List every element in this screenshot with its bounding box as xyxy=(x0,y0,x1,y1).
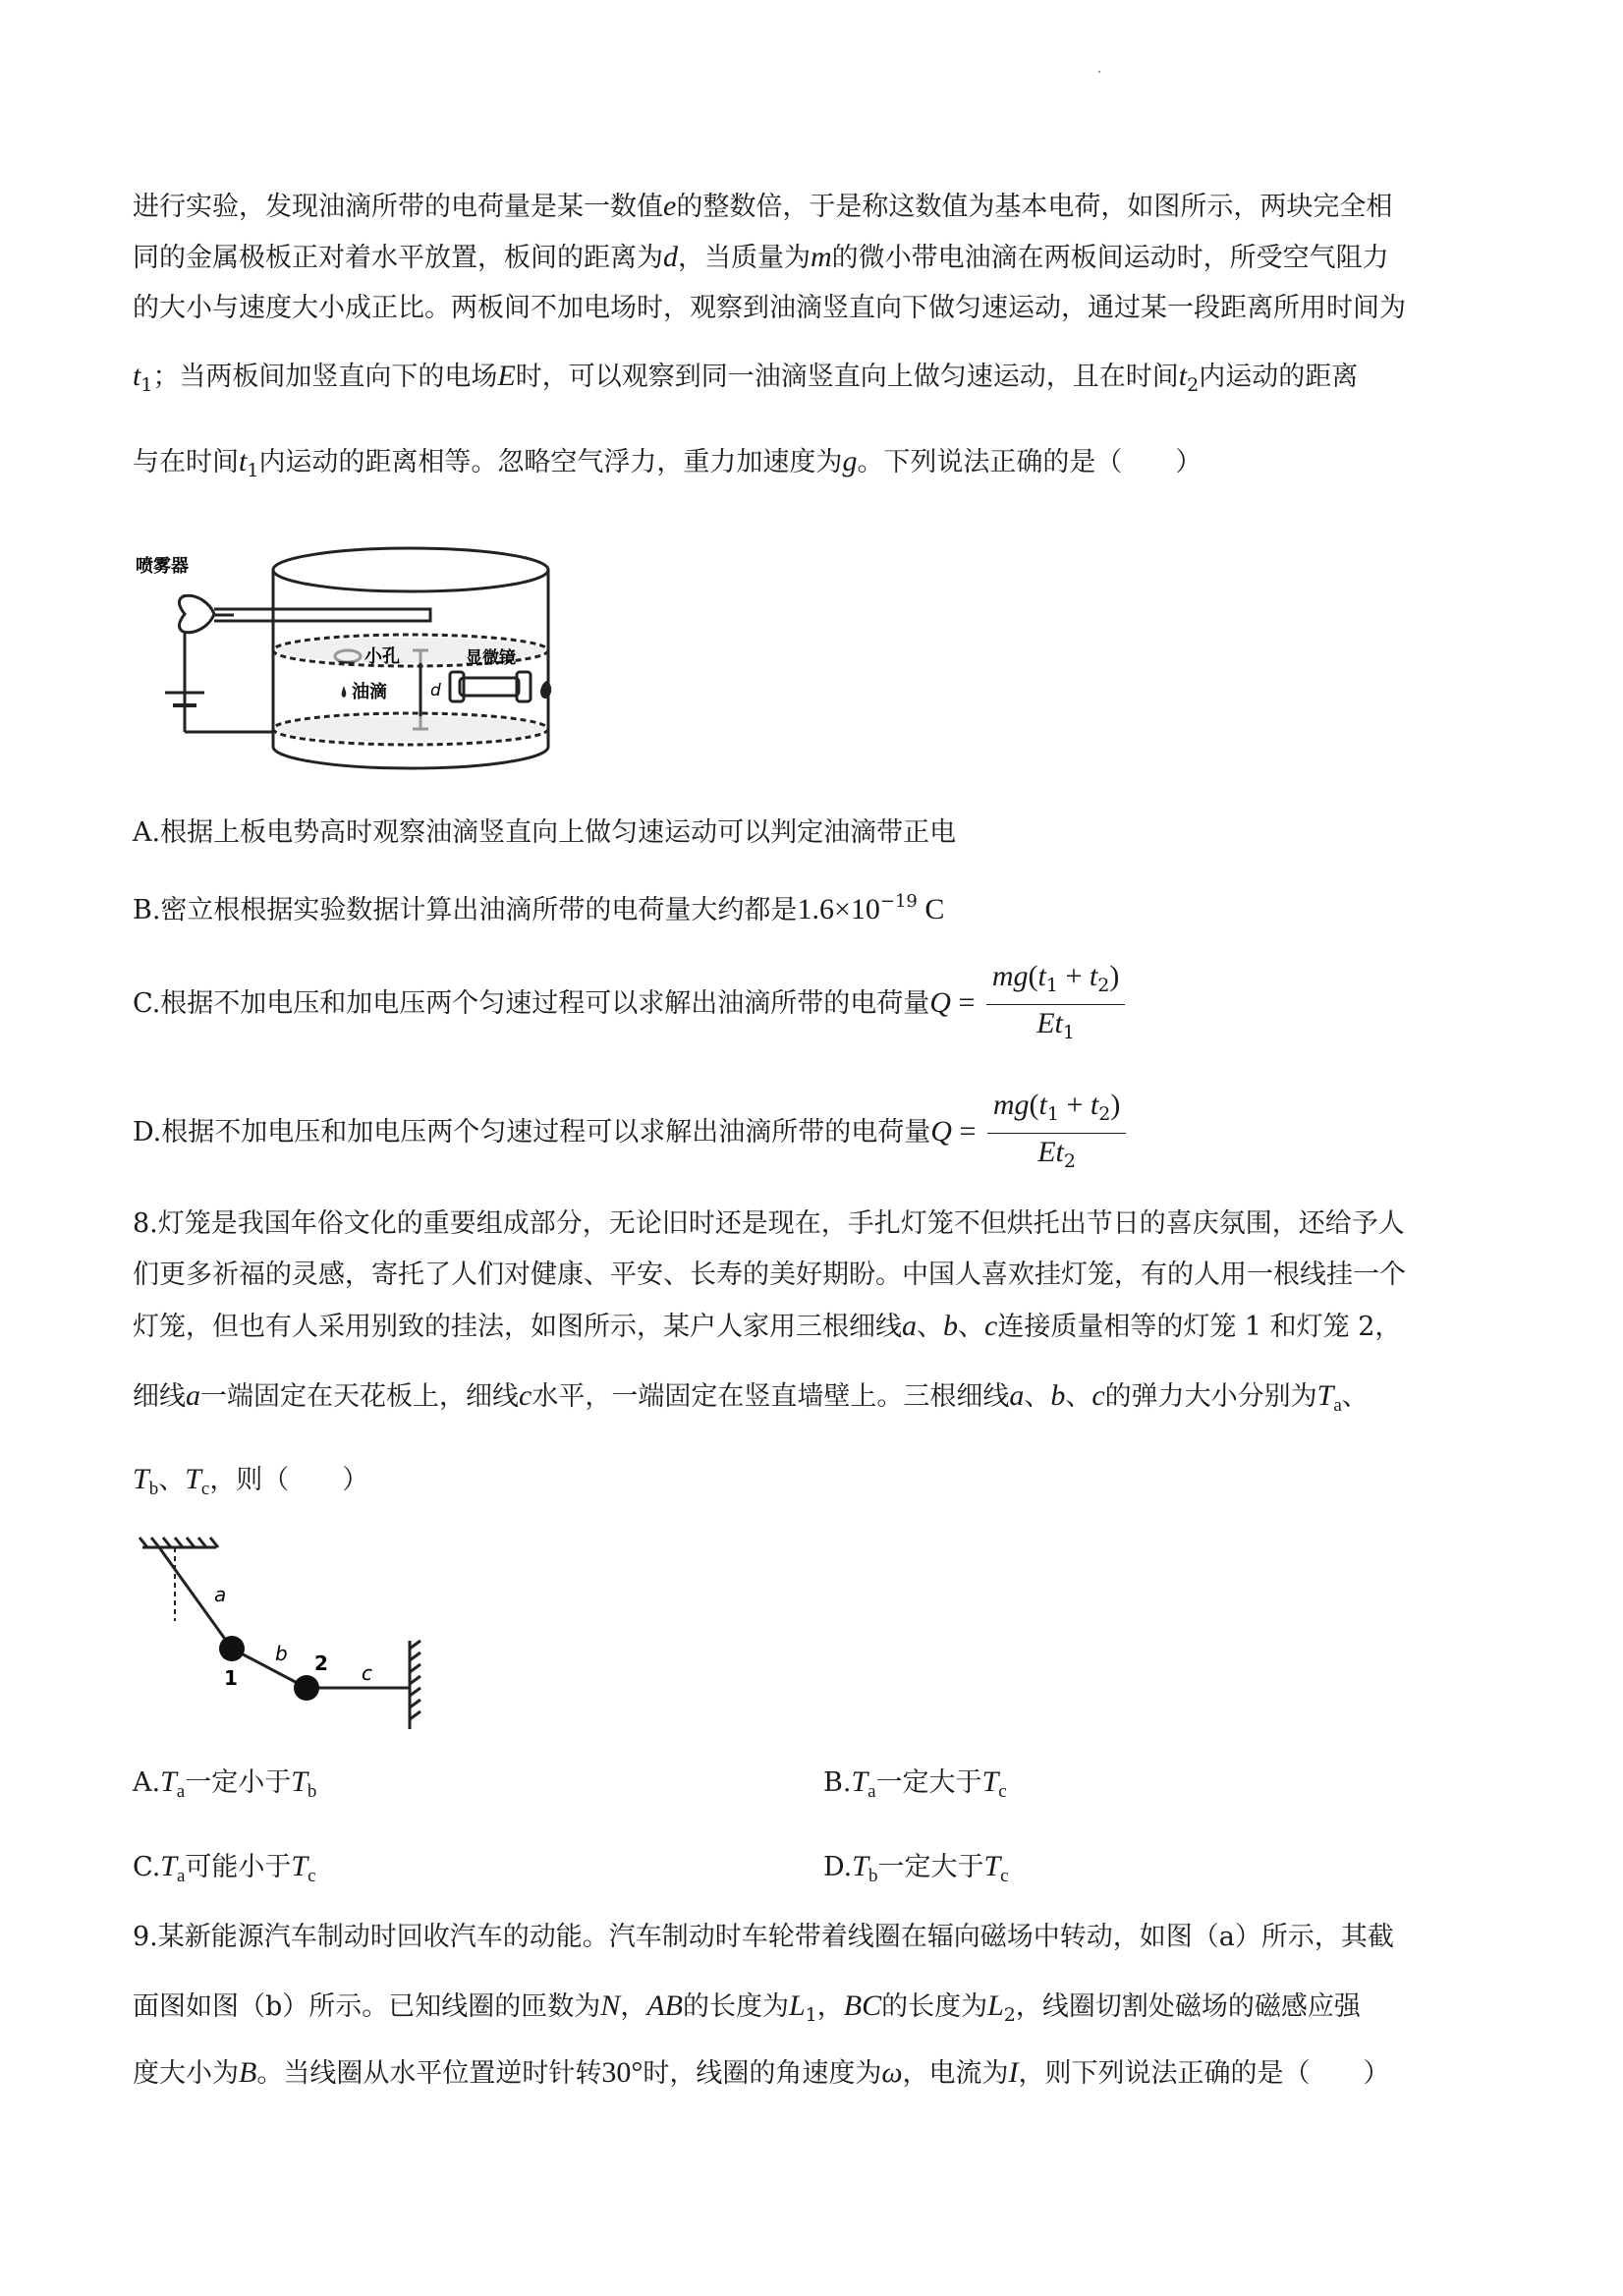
q7-line-2: 同的金属极板正对着水平放置，板间的距离为d，当质量为m的微小带电油滴在两板间运动时，所受空气阻力 xyxy=(133,241,1389,273)
label-microscope: 显微镜 xyxy=(466,648,516,668)
q8-line-2: 们更多祈福的灵感，寄托了人们对健康、平安、长寿的美好期盼。中国人喜欢挂灯笼，有的人用一根线挂一个 xyxy=(133,1260,1406,1290)
label-1: 1 xyxy=(224,1666,238,1690)
lantern-figure xyxy=(138,1533,432,1739)
q7-option-a[interactable]: A.根据上板电势高时观察油滴竖直向上做匀速运动可以判定油滴带正电 xyxy=(133,817,957,848)
q8-line-4: 细线a一端固定在天花板上，细线c水平，一端固定在竖直墙壁上。三根细线a、b、c的弹力大小分别为$T_a$、 xyxy=(133,1379,1369,1416)
label-sprayer: 喷雾器 xyxy=(136,556,189,577)
lantern-2 xyxy=(294,1675,319,1701)
var-e: e xyxy=(663,190,677,222)
lantern-1 xyxy=(219,1636,245,1661)
q8-option-c[interactable]: $C.T_a$可能小于$T_c$ xyxy=(133,1850,316,1886)
label-a: a xyxy=(214,1583,227,1606)
q9-line-2: 面图如图（b）所示。已知线圈的匝数为N，AB的长度为$L_1$，BC的长度为$L_2$，线圈切割处磁场的磁感应强 xyxy=(133,1989,1361,2026)
label-c: c xyxy=(362,1661,372,1685)
fraction-c: $\frac{mg(t_1 + t_2)}{Et_1}$ xyxy=(986,958,1125,1051)
label-b: b xyxy=(275,1642,288,1665)
label-drop: 油滴 xyxy=(352,682,387,702)
q9-line-1: 9.某新能源汽车制动时回收汽车的动能。汽车制动时车轮带着线圈在辐向磁场中转动，如图（a）所示，其截 xyxy=(133,1922,1394,1952)
q9-line-3: 度大小为B。当线圈从水平位置逆时针转30°时，线圈的角速度为ω，电流为I，则下列说法正确的是（ ） xyxy=(133,2056,1390,2089)
q7-option-d[interactable]: D.根据不加电压和加电压两个匀速过程可以求解出油滴所带的电荷量Q = $\frac{mg(t_1 + t_2)}{Et_2}$ xyxy=(133,1087,1126,1180)
q8-line-3: 灯笼，但也有人采用别致的挂法，如图所示，某户人家用三根细线a、b、c连接质量相等的灯笼 1 和灯笼 2， xyxy=(133,1310,1402,1342)
q7-line-1: 进行实验，发现油滴所带的电荷量是某一数值e的整数倍，于是称这数值为基本电荷，如图所示，两块完全相 xyxy=(133,190,1393,222)
q7-option-c[interactable]: C.根据不加电压和加电压两个匀速过程可以求解出油滴所带的电荷量Q = $\frac{mg(t_1 + t_2)}{Et_1}$ xyxy=(133,958,1125,1051)
q7-line-4: $t_1$；当两板间加竖直向下的电场E时，可以观察到同一油滴竖直向上做匀速运动，且在时间$t_2$内运动的距离 xyxy=(133,360,1359,396)
millikan-apparatus-figure xyxy=(136,521,578,786)
label-hole: 小孔 xyxy=(364,646,400,667)
q7-line-5: 与在时间$t_1$内运动的距离相等。忽略空气浮力，重力加速度为g。下列说法正确的是（ ） xyxy=(133,445,1203,481)
q8-option-b[interactable]: $B.T_a$一定大于$T_c$ xyxy=(823,1765,1007,1802)
label-2: 2 xyxy=(314,1652,328,1675)
q7-option-b[interactable]: B.密立根根据实验数据计算出油滴所带的电荷量大约都是$1.6\times 10^{-19}$ C xyxy=(133,891,945,925)
q7-line-3: 的大小与速度大小成正比。两板间不加电场时，观察到油滴竖直向下做匀速运动，通过某一段距离所用时间为 xyxy=(133,293,1406,323)
q8-line-5: $T_b$、$T_c$，则（ ） xyxy=(133,1463,369,1499)
scan-dot xyxy=(1098,71,1100,73)
fraction-d: $\frac{mg(t_1 + t_2)}{Et_2}$ xyxy=(987,1087,1126,1180)
q8-option-a[interactable]: $A.T_a$一定小于$T_b$ xyxy=(133,1765,317,1802)
q8-line-1: 8.灯笼是我国年俗文化的重要组成部分，无论旧时还是现在，手扎灯笼不但烘托出节日的喜庆氛围，还给予人 xyxy=(133,1208,1405,1239)
q8-option-d[interactable]: $D.T_b$一定大于$T_c$ xyxy=(823,1850,1009,1886)
label-d: d xyxy=(430,681,441,700)
